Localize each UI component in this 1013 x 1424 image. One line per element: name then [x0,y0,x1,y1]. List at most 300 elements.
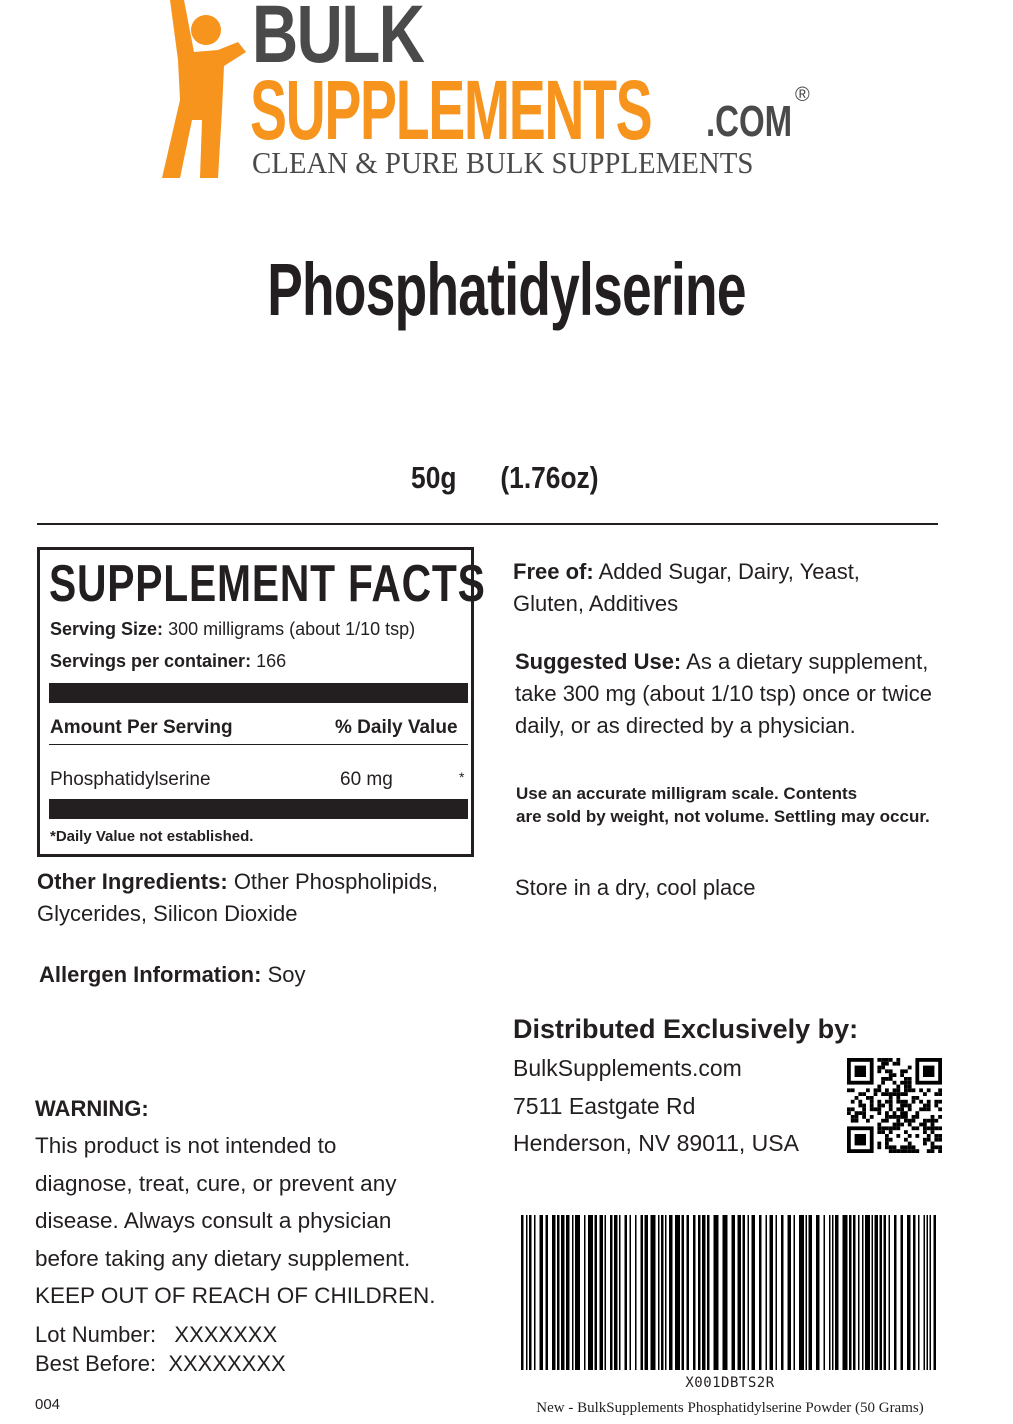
qr-module [938,1138,942,1142]
qr-module [862,1107,866,1111]
barcode-bar [788,1215,792,1370]
barcode-bar [924,1215,926,1370]
qr-module [855,1115,859,1119]
qr-module [889,1104,893,1108]
qr-module [889,1100,893,1104]
brand-logo-bulk: BULK [252,0,424,80]
qr-module [877,1100,881,1104]
suggested-use-line2: take 300 mg (about 1/10 tsp) once or twice [515,681,933,706]
qr-module [923,1107,927,1111]
barcode-bar [635,1215,637,1370]
distributor-line3: Henderson, NV 89011, USA [513,1130,799,1156]
barcode-bar [698,1215,701,1370]
qr-module [889,1077,893,1081]
qr-module [896,1058,900,1062]
qr-module [877,1104,881,1108]
qr-module [896,1115,900,1119]
qr-module [938,1134,942,1138]
qr-module [874,1107,878,1111]
qr-module [877,1069,881,1073]
qr-module [938,1126,942,1130]
qr-module [862,1092,866,1096]
qr-module [908,1077,912,1081]
distributor-line2: 7511 Eastgate Rd [513,1093,696,1119]
other-ingredients [37,866,438,930]
lot-number-label: Lot Number: [35,1322,157,1347]
qr-module [881,1081,885,1085]
barcode-bar [584,1215,586,1370]
net-weight-grams: 50g [411,460,457,495]
qr-module [858,1111,862,1115]
qr-module [938,1115,942,1119]
qr-module [938,1149,942,1153]
qr-module [885,1100,889,1104]
warning-line4: before taking any dietary supplement. [35,1245,411,1271]
barcode-bar [799,1215,804,1370]
free-of [513,556,860,620]
qr-module [881,1092,885,1096]
barcode-bar [723,1215,728,1370]
qr-module [885,1119,889,1123]
qr-module [915,1115,919,1119]
barcode-bar [816,1215,820,1370]
qr-module [912,1126,916,1130]
qr-module [870,1104,874,1108]
qr-module [904,1111,908,1115]
qr-module [870,1107,874,1111]
warning-title: WARNING: [35,1096,149,1121]
qr-module [896,1126,900,1130]
qr-module [912,1115,916,1119]
qr-module [923,1092,927,1096]
facts-thick-bar-bottom [49,799,468,819]
qr-module [912,1119,916,1123]
brand-logo-figure [160,0,260,180]
net-weight-ounces: (1.76oz) [500,460,599,495]
distributor-line1: BulkSupplements.com [513,1055,742,1081]
barcode-bar [625,1215,628,1370]
qr-module [877,1130,881,1134]
barcode-bar [766,1215,768,1370]
qr-module [877,1111,881,1115]
qr-module [870,1100,874,1104]
barcode-bar [901,1215,904,1370]
suggested-use-label: Suggested Use: [515,649,682,674]
qr-module [927,1126,931,1130]
qr-module [866,1088,870,1092]
serving-size [50,618,415,640]
qr-module [908,1081,912,1085]
best-before-value: XXXXXXXX [168,1351,286,1376]
barcode-bar [849,1215,852,1370]
qr-module [896,1123,900,1127]
barcode-bar [832,1215,834,1370]
qr-module [851,1088,855,1092]
barcode-bar [732,1215,736,1370]
serving-size-value: 300 milligrams (about 1/10 tsp) [168,619,416,639]
barcode-bar [738,1215,742,1370]
barcode-bar [770,1215,774,1370]
barcode-bar [561,1215,565,1370]
qr-module [908,1085,912,1089]
qr-module [923,1123,927,1127]
qr-module [900,1092,904,1096]
barcode-bar [743,1215,746,1370]
barcode-bar [552,1215,556,1370]
qr-module [931,1149,935,1153]
allergen-label: Allergen Information: [39,962,262,987]
qr-module [847,1111,851,1115]
qr-module [908,1145,912,1149]
qr-module [885,1126,889,1130]
qr-module [923,1126,927,1130]
qr-module [893,1081,897,1085]
barcode-bar [675,1215,680,1370]
qr-module [904,1130,908,1134]
qr-module [923,1119,927,1123]
qr-module [847,1088,851,1092]
barcode-bar [748,1215,750,1370]
qr-module [927,1107,931,1111]
qr-module [931,1130,935,1134]
qr-module [908,1149,912,1153]
qr-module [908,1088,912,1092]
qr-module [866,1119,870,1123]
qr-module [931,1126,935,1130]
qr-module [858,1100,862,1104]
best-before [35,1349,286,1378]
qr-module [893,1126,897,1130]
qr-module [877,1123,881,1127]
qr-module [923,1142,927,1146]
qr-module [915,1134,919,1138]
qr-module [896,1100,900,1104]
qr-module [908,1123,912,1127]
brand-logo-supplements: SUPPLEMENTS [250,63,652,157]
barcode-bar [557,1215,560,1370]
qr-module [912,1096,916,1100]
barcode-bar [927,1215,929,1370]
qr-module [862,1115,866,1119]
qr-module [908,1107,912,1111]
lot-number [35,1320,277,1349]
barcode-bar [619,1215,621,1370]
qr-module [889,1096,893,1100]
qr-module [851,1119,855,1123]
barcode-bar [572,1215,574,1370]
qr-module [885,1134,889,1138]
barcode-bar [661,1215,664,1370]
qr-module [885,1062,889,1066]
barcode-bar [610,1215,613,1370]
barcode-bar [588,1215,593,1370]
barcode-bar [809,1215,813,1370]
qr-module [885,1142,889,1146]
qr-module [881,1130,885,1134]
qr-module [889,1069,893,1073]
brand-logo-com: .COM [706,97,793,146]
qr-module [889,1145,893,1149]
qr-module [919,1088,923,1092]
barcode-bar [824,1215,826,1370]
qr-module [919,1100,923,1104]
qr-module [923,1104,927,1108]
barcode-bar [752,1215,756,1370]
qr-module [896,1134,900,1138]
qr-module [896,1085,900,1089]
qr-module [908,1142,912,1146]
barcode-bar [693,1215,696,1370]
qr-module [877,1085,881,1089]
qr-module [900,1069,904,1073]
barcode-bar [600,1215,604,1370]
qr-module [931,1119,935,1123]
qr-module [931,1115,935,1119]
qr-module [889,1092,893,1096]
qr-module [851,1100,855,1104]
serving-size-label: Serving Size: [50,619,164,639]
qr-module [862,1104,866,1108]
qr-module [893,1115,897,1119]
qr-module [858,1092,862,1096]
storage-instructions: Store in a dry, cool place [515,875,756,900]
barcode-bar [645,1215,649,1370]
qr-module [900,1107,904,1111]
barcode-bar [872,1215,874,1370]
qr-module [915,1126,919,1130]
qr-module [900,1145,904,1149]
barcode-bar [781,1215,784,1370]
qr-module [893,1073,897,1077]
barcode-bar [707,1215,710,1370]
qr-module [847,1107,851,1111]
qr-module [938,1107,942,1111]
barcode-bar [630,1215,632,1370]
qr-module [866,1096,870,1100]
brand-tagline: CLEAN & PURE BULK SUPPLEMENTS [252,145,754,180]
qr-module [927,1119,931,1123]
barcode-bar [682,1215,685,1370]
label-code: 004 [35,1396,61,1413]
qr-module [874,1088,878,1092]
lot-number-value: XXXXXXX [174,1322,278,1347]
barcode-bar [880,1215,883,1370]
qr-module [904,1085,908,1089]
qr-module [904,1092,908,1096]
qr-module [934,1134,938,1138]
registered-mark: ® [795,84,810,106]
qr-module [927,1104,931,1108]
barcode-bar [862,1215,864,1370]
qr-module [900,1149,904,1153]
qr-module [889,1107,893,1111]
qr-module [912,1088,916,1092]
barcode [519,1215,940,1370]
nutrient-amount: 60 mg [340,769,393,790]
barcode-bar [614,1215,618,1370]
barcode-bar [930,1215,932,1370]
daily-value-header: % Daily Value [335,717,458,738]
qr-module [885,1145,889,1149]
barcode-bar [534,1215,536,1370]
qr-module [893,1111,897,1115]
barcode-bar [794,1215,796,1370]
qr-module [900,1100,904,1104]
qr-module [896,1149,900,1153]
qr-module [934,1145,938,1149]
qr-module [877,1142,881,1146]
servings-label: Servings per container: [50,651,252,671]
barcode-bar [759,1215,762,1370]
qr-module [877,1126,881,1130]
qr-module [934,1138,938,1142]
barcode-bar [595,1215,598,1370]
qr-module [889,1126,893,1130]
qr-module [927,1134,931,1138]
qr-module [908,1119,912,1123]
other-ingredients-line1: Other Phospholipids, [233,869,439,894]
qr-module [927,1088,931,1092]
qr-module [889,1130,893,1134]
barcode-bar [526,1215,528,1370]
qr-module [885,1115,889,1119]
barcode-bar [776,1215,778,1370]
suggested-use-line1: As a dietary supplement, [686,649,929,674]
barcode-bar [829,1215,831,1370]
qr-module [851,1107,855,1111]
suggested-use-line3: daily, or as directed by a physician. [515,713,856,738]
qr-module [885,1092,889,1096]
qr-module [904,1069,908,1073]
scale-note [516,782,930,828]
qr-module [912,1100,916,1104]
barcode-bar [566,1215,570,1370]
qr-module [893,1149,897,1153]
qr-module [904,1077,908,1081]
qr-module [912,1145,916,1149]
qr-module [934,1126,938,1130]
qr-module [889,1058,893,1062]
qr-module [904,1100,908,1104]
qr-module [896,1092,900,1096]
supplement-facts-title: SUPPLEMENT FACTS [49,555,486,613]
qr-module [893,1088,897,1092]
free-of-line2: Gluten, Additives [513,591,679,616]
distributor-title: Distributed Exclusively by: [513,1014,859,1044]
qr-module [889,1115,893,1119]
other-ingredients-line2: Glycerides, Silicon Dioxide [37,901,298,926]
barcode-bar [806,1215,808,1370]
barcode-bar [540,1215,544,1370]
allergen-information [39,959,306,991]
qr-finder-module [923,1066,934,1077]
facts-thin-rule [49,744,468,745]
qr-module [862,1111,866,1115]
qr-module [904,1149,908,1153]
barcode-bar [875,1215,879,1370]
warning-line2: diagnose, treat, cure, or prevent any [35,1170,397,1196]
qr-module [934,1119,938,1123]
qr-module [881,1058,885,1062]
servings-per-container [50,650,286,672]
barcode-bar [605,1215,607,1370]
qr-module [896,1107,900,1111]
qr-module [877,1058,881,1062]
qr-module [904,1104,908,1108]
qr-module [900,1081,904,1085]
qr-module [877,1088,881,1092]
barcode-bar [529,1215,532,1370]
qr-module [931,1142,935,1146]
qr-module [885,1058,889,1062]
barcode-caption: New - BulkSupplements Phosphatidylserine Powder (50 Grams) [536,1400,924,1416]
qr-module [934,1092,938,1096]
qr-module [934,1100,938,1104]
qr-module [927,1100,931,1104]
barcode-bar [858,1215,860,1370]
qr-module [904,1145,908,1149]
barcode-bar [575,1215,580,1370]
warning-line5: KEEP OUT OF REACH OF CHILDREN. [35,1283,436,1308]
barcode-bar [714,1215,719,1370]
barcode-bar [913,1215,916,1370]
qr-module [938,1145,942,1149]
barcode-bar [521,1215,524,1370]
barcode-bar [889,1215,891,1370]
qr-module [885,1111,889,1115]
qr-module [877,1066,881,1070]
barcode-bar [934,1215,937,1370]
qr-module [919,1123,923,1127]
qr-module [908,1066,912,1070]
qr-module [889,1073,893,1077]
qr-module [912,1149,916,1153]
qr-module [893,1062,897,1066]
qr-module [881,1126,885,1130]
qr-code [847,1058,942,1153]
qr-module [877,1145,881,1149]
warning-line1: This product is not intended to [35,1133,337,1158]
barcode-bar [702,1215,706,1370]
barcode-bar [665,1215,667,1370]
barcode-bar [843,1215,848,1370]
qr-module [877,1107,881,1111]
qr-module [896,1088,900,1092]
servings-value: 166 [256,651,287,671]
other-ingredients-label: Other Ingredients: [37,869,228,894]
qr-module [904,1119,908,1123]
qr-module [934,1104,938,1108]
barcode-id: X001DBTS2R [685,1375,775,1391]
qr-module [938,1100,942,1104]
qr-module [858,1104,862,1108]
qr-module [855,1119,859,1123]
barcode-bar [546,1215,549,1370]
qr-module [881,1066,885,1070]
product-title: Phosphatidylserine [267,248,746,331]
qr-module [851,1115,855,1119]
qr-finder-module [855,1066,866,1077]
qr-module [908,1104,912,1108]
qr-module [893,1145,897,1149]
qr-module [923,1138,927,1142]
qr-module [889,1138,893,1142]
qr-module [900,1073,904,1077]
qr-module [923,1130,927,1134]
qr-module [881,1119,885,1123]
qr-module [915,1149,919,1153]
qr-module [900,1123,904,1127]
